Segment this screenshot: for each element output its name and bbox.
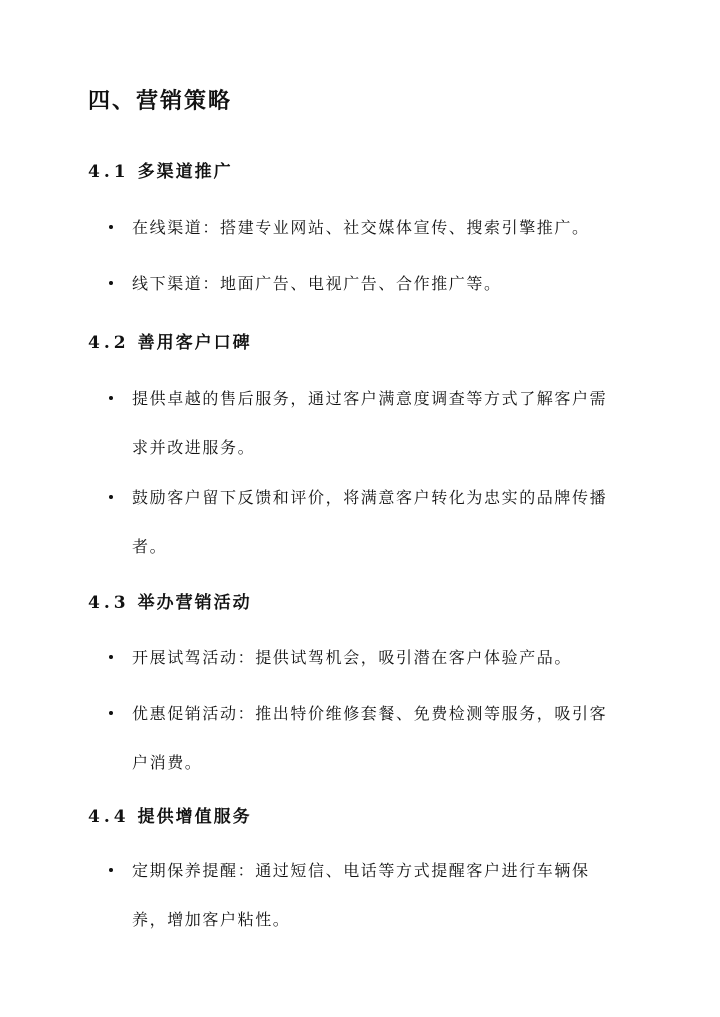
section-number: 4.3 xyxy=(88,593,130,613)
section-heading-4-4 xyxy=(88,802,252,827)
bullet-icon xyxy=(109,655,113,659)
bullet-icon xyxy=(109,868,113,872)
list-item-text: 在线渠道：搭建专业网站、社交媒体宣传、搜索引擎推广。 xyxy=(132,218,590,237)
list-item-text: 定期保养提醒：通过短信、电话等方式提醒客户进行车辆保养，增加客户粘性。 xyxy=(132,861,590,929)
section-number: 4.4 xyxy=(88,807,130,827)
bullet-icon xyxy=(109,711,113,715)
list-item-text: 鼓励客户留下反馈和评价，将满意客户转化为忠实的品牌传播者。 xyxy=(132,488,608,556)
list-item-text: 线下渠道：地面广告、电视广告、合作推广等。 xyxy=(132,274,502,293)
list-item xyxy=(109,633,621,682)
section-title: 举办营销活动 xyxy=(137,593,252,613)
list-item xyxy=(109,689,621,787)
section-number: 4.2 xyxy=(88,333,130,353)
section-heading-4-1 xyxy=(88,157,233,182)
section-number: 4.1 xyxy=(88,162,130,182)
chapter-title: 四、营销策略 xyxy=(88,88,233,114)
list-item xyxy=(109,259,621,308)
list-item xyxy=(109,374,621,472)
list-item-text: 优惠促销活动：推出特价维修套餐、免费检测等服务，吸引客户消费。 xyxy=(132,704,608,772)
section-title: 多渠道推广 xyxy=(137,162,233,182)
list-item xyxy=(109,203,621,252)
bullet-icon xyxy=(109,225,113,229)
list-item xyxy=(109,846,621,944)
bullet-icon xyxy=(109,396,113,400)
list-item-text: 提供卓越的售后服务，通过客户满意度调查等方式了解客户需求并改进服务。 xyxy=(132,389,608,457)
section-title: 善用客户口碑 xyxy=(137,333,252,353)
section-title: 提供增值服务 xyxy=(137,807,252,827)
bullet-icon xyxy=(109,495,113,499)
list-item xyxy=(109,473,621,571)
section-heading-4-3 xyxy=(88,588,252,613)
bullet-icon xyxy=(109,281,113,285)
section-heading-4-2 xyxy=(88,328,252,353)
list-item-text: 开展试驾活动：提供试驾机会，吸引潜在客户体验产品。 xyxy=(132,648,573,667)
